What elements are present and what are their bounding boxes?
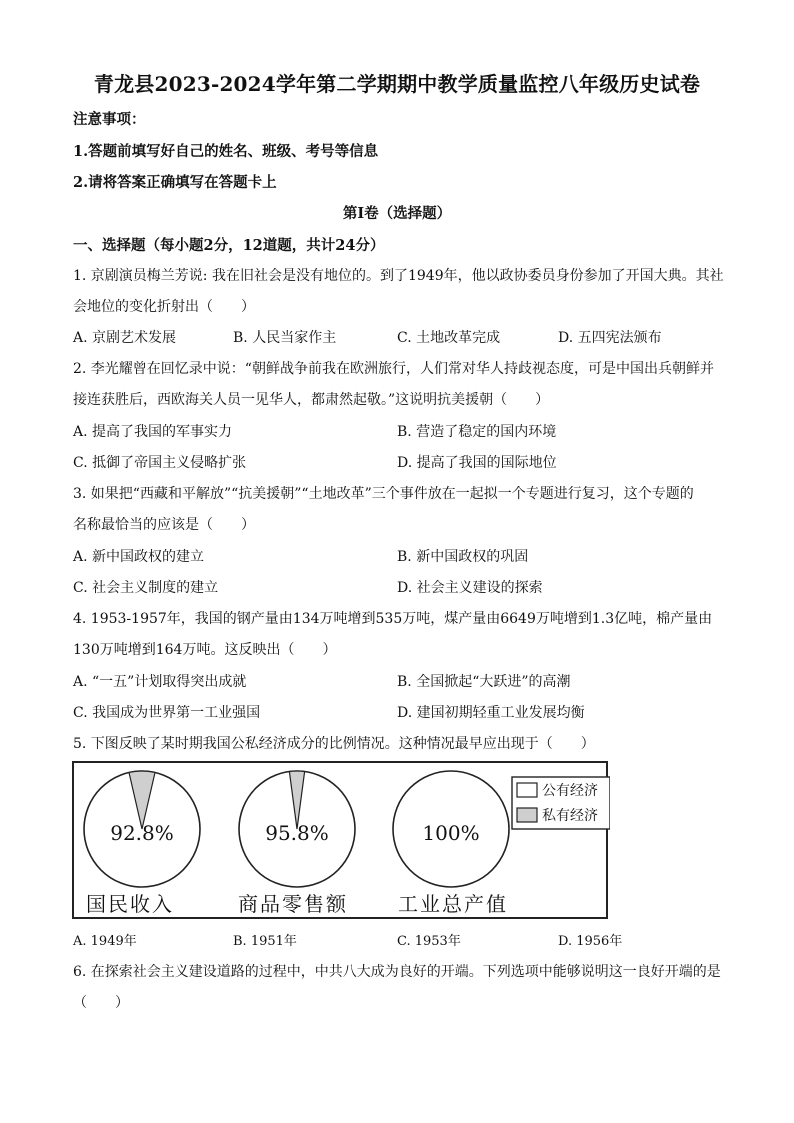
legend-swatch: [517, 808, 537, 822]
pie-value-label: 92.8%: [110, 821, 174, 845]
question-6-line: （ ）: [73, 995, 129, 1011]
legend-swatch: [517, 783, 537, 797]
option-a: A. 1949年: [73, 934, 137, 949]
pie-chart-svg: [74, 763, 610, 921]
legend-label: 公有经济: [542, 783, 598, 799]
legend-label: 私有经济: [542, 808, 598, 824]
option-b: B. 1951年: [233, 934, 297, 949]
option-d: D. 提高了我国的国际地位: [397, 455, 557, 471]
option-d: D. 1956年: [558, 934, 623, 949]
option-a: A. 提高了我国的军事实力: [73, 424, 233, 440]
question-3-line: 3. 如果把“西藏和平解放”“抗美援朝”“土地改革”三个事件放在一起拟一个专题进行复习，这个专题的: [73, 486, 694, 502]
question-4-line: 4. 1953-1957年，我国的钢产量由134万吨增到535万吨，煤产量由6649万吨增到1.3亿吨，棉产量由: [73, 611, 713, 627]
option-a: A. 新中国政权的建立: [73, 549, 205, 565]
notice-item: 2.请将答案正确填写在答题卡上: [73, 174, 277, 191]
notice-item: 1.答题前填写好自己的姓名、班级、考号等信息: [73, 143, 379, 160]
pie-category-label: 国民收入: [86, 892, 174, 916]
option-b: B. 新中国政权的巩固: [397, 549, 529, 565]
option-b: B. 全国掀起“大跃进”的高潮: [397, 674, 571, 690]
option-b: B. 营造了稳定的国内环境: [397, 424, 557, 440]
question-1-line: 1. 京剧演员梅兰芳说: 我在旧社会是没有地位的。到了1949年，他以政协委员身份参加了开国大典。其社: [73, 268, 724, 284]
pie-value-label: 95.8%: [265, 821, 329, 845]
question-4-line: 130万吨增到164万吨。这反映出（ ）: [73, 642, 337, 658]
section-title: 一、选择题（每小题2分，12道题，共计24分）: [73, 237, 385, 254]
option-c: C. 社会主义制度的建立: [73, 580, 219, 596]
question-5-line: 5. 下图反映了某时期我国公私经济成分的比例情况。这种情况最早应出现于（ ）: [73, 736, 595, 752]
option-d: D. 五四宪法颁布: [558, 330, 662, 346]
option-a: A. “一五”计划取得突出成就: [73, 674, 247, 690]
option-b: B. 人民当家作主: [233, 330, 337, 346]
option-d: D. 社会主义建设的探索: [397, 580, 543, 596]
exam-title: 青龙县2023-2024学年第二学期期中教学质量监控八年级历史试卷: [93, 72, 701, 96]
pie-category-label: 商品零售额: [238, 892, 348, 916]
pie-category-label: 工业总产值: [398, 892, 508, 916]
option-c: C. 我国成为世界第一工业强国: [73, 705, 261, 721]
question-2-line: 2. 李光耀曾在回忆录中说：“朝鲜战争前我在欧洲旅行，人们常对华人持歧视态度，可是中国出兵朝鲜并: [73, 361, 714, 377]
pie-chart-figure: [72, 761, 608, 919]
option-c: C. 抵御了帝国主义侵略扩张: [73, 455, 247, 471]
question-3-line: 名称最恰当的应该是（ ）: [73, 517, 255, 533]
option-a: A. 京剧艺术发展: [73, 330, 177, 346]
volume-title: 第I卷（选择题）: [342, 205, 452, 222]
pie-value-label: 100%: [422, 821, 480, 845]
notice-heading: 注意事项：: [73, 111, 146, 128]
option-d: D. 建国初期轻重工业发展均衡: [397, 705, 585, 721]
option-c: C. 1953年: [397, 934, 461, 949]
question-6-line: 6. 在探索社会主义建设道路的过程中，中共八大成为良好的开端。下列选项中能够说明这一良好开端的是: [73, 964, 721, 980]
question-1-line: 会地位的变化折射出（ ）: [73, 299, 255, 315]
option-c: C. 土地改革完成: [397, 330, 501, 346]
question-2-line: 接连获胜后，西欧海关人员一见华人，都肃然起敬。”这说明抗美援朝（ ）: [73, 392, 550, 408]
